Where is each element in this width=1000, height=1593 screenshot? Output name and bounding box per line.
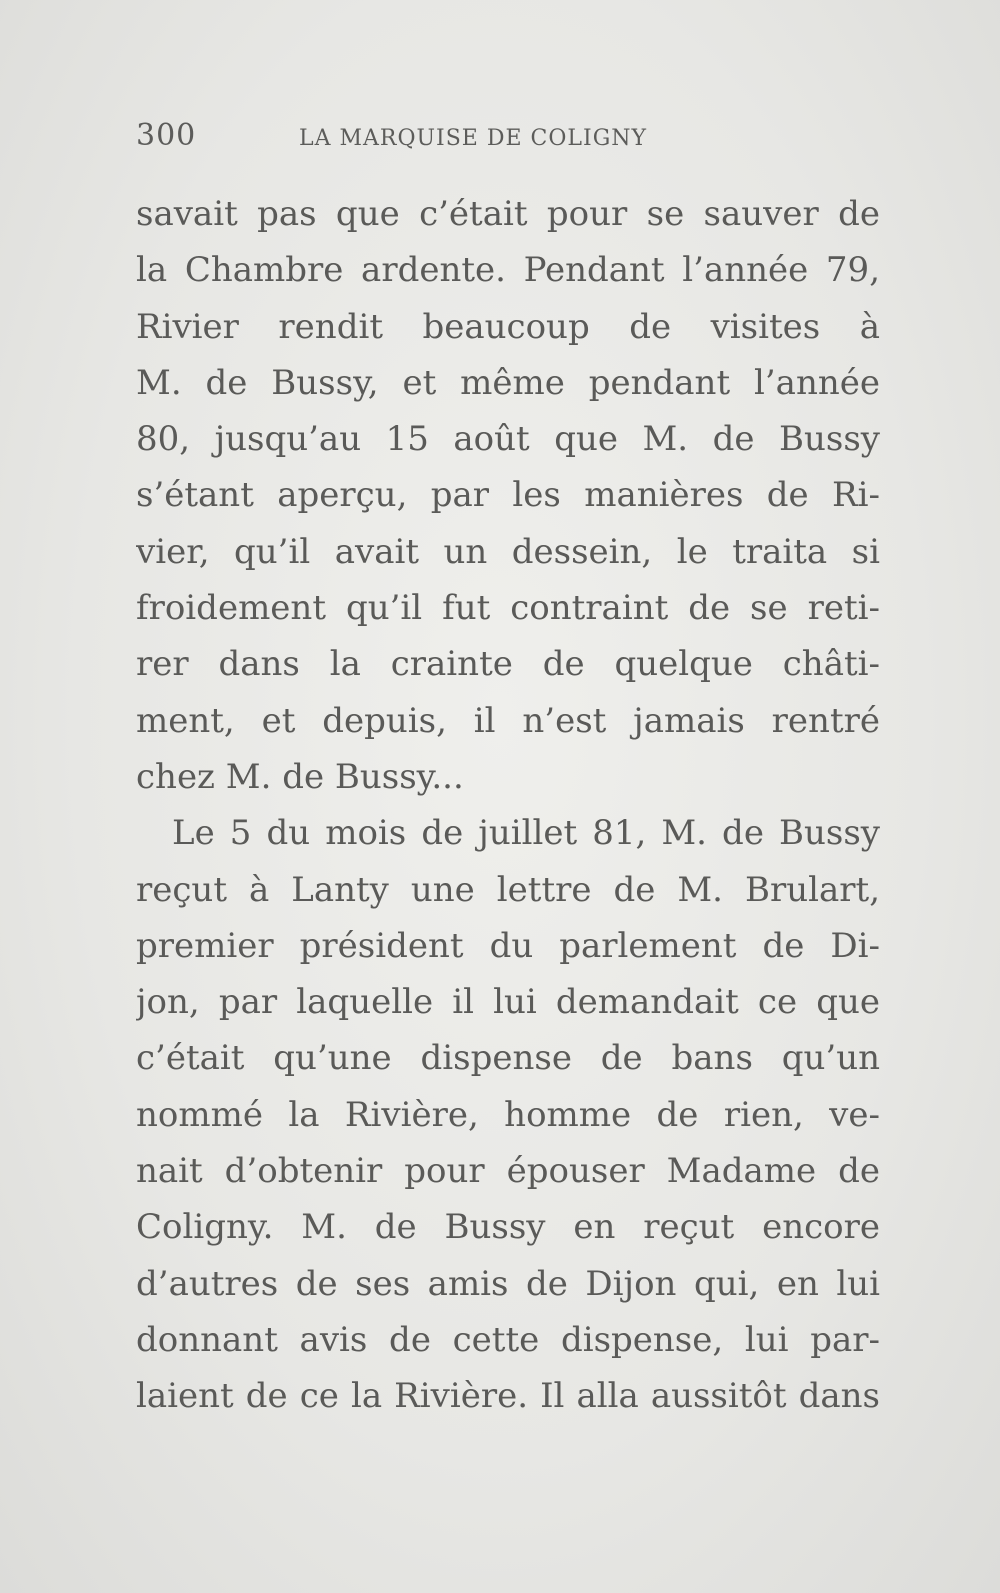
text-line: premier président du parlement de Di- <box>136 925 880 966</box>
text-line: c’était qu’une dispense de bans qu’un <box>136 1038 880 1079</box>
text-line: froidement qu’il fut contraint de se reti- <box>136 588 880 629</box>
text-line: nommé la Rivière, homme de rien, ve- <box>136 1094 880 1135</box>
text-line: donnant avis de cette dispense, lui par- <box>136 1319 880 1360</box>
text-line: chez M. de Bussy... <box>136 756 464 797</box>
text-line: Coligny. M. de Bussy en reçut encore <box>136 1207 880 1248</box>
text-line: rer dans la crainte de quelque châti- <box>136 644 880 685</box>
text-line: s’étant aperçu, par les manières de Ri- <box>136 475 880 516</box>
text-line: nait d’obtenir pour épouser Madame de <box>136 1151 880 1192</box>
text-line: la Chambre ardente. Pendant l’année 79, <box>136 250 880 291</box>
text-line: ment, et depuis, il n’est jamais rentré <box>136 700 880 741</box>
page-number: 300 <box>136 118 197 153</box>
text-line: Le 5 du mois de juillet 81, M. de Bussy <box>172 813 880 854</box>
text-line: M. de Bussy, et même pendant l’année <box>136 362 880 403</box>
text-line: vier, qu’il avait un dessein, le traita si <box>136 531 880 572</box>
text-line: laient de ce la Rivière. Il alla aussitôt dans <box>136 1376 880 1417</box>
text-line: reçut à Lanty une lettre de M. Brulart, <box>136 869 880 910</box>
text-line: 80, jusqu’au 15 août que M. de Bussy <box>136 419 880 460</box>
body-text <box>136 186 880 1425</box>
page-header <box>136 118 716 158</box>
text-line: jon, par laquelle il lui demandait ce que <box>136 982 880 1023</box>
running-title: LA MARQUISE DE COLIGNY <box>299 126 648 151</box>
text-line: Rivier rendit beaucoup de visites à <box>136 306 880 347</box>
text-line: d’autres de ses amis de Dijon qui, en lui <box>136 1263 880 1304</box>
text-line: savait pas que c’était pour se sauver de <box>136 194 880 234</box>
